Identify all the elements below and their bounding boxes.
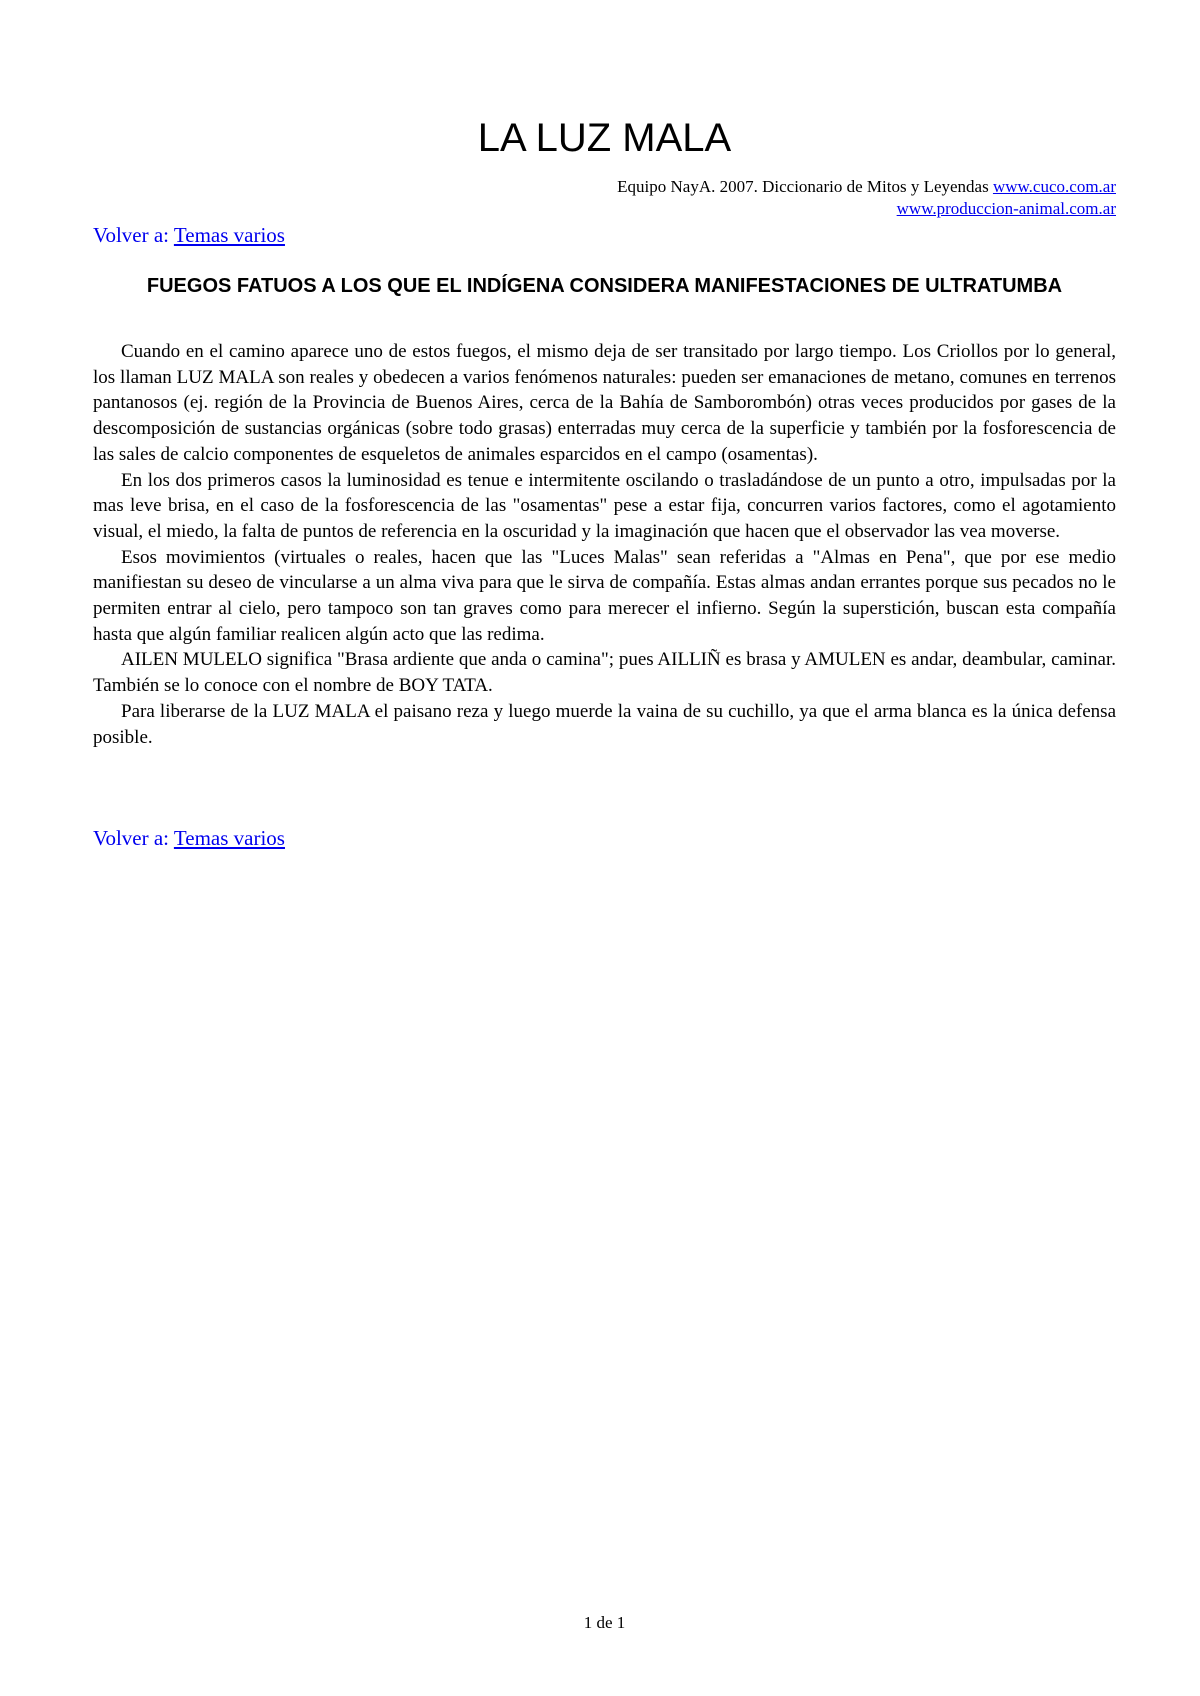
back-prefix: Volver a:	[93, 223, 174, 247]
paragraph: Para liberarse de la LUZ MALA el paisano reza y luego muerde la vaina de su cuchillo, ya que el arma blanca es la única defensa posible.	[93, 700, 1116, 748]
page-title: LA LUZ MALA	[477, 116, 732, 160]
paragraph: AILEN MULELO significa "Brasa ardiente que anda o camina"; pues AILLIÑ es brasa y AMULEN es andar, deambular, caminar. También se lo conoce con el nombre de BOY TATA.	[93, 649, 1116, 697]
paragraph: Esos movimientos (virtuales o reales, hacen que las "Luces Malas" sean referidas a "Almas en Pena", que por ese medio manifiestan su deseo de vincularse a un alma viva para que le sirva de compañía. Estas almas andan errantes porque sus pecados no le permiten entrar al cielo, pero tampoco son tan graves como para merecer el infierno. Según la superstición, buscan esta compañía hasta que algún familiar realicen algún acto que las redima.	[93, 546, 1116, 645]
citation-text: Equipo NayA. 2007. Diccionario de Mitos y Leyendas	[617, 177, 993, 196]
produccion-animal-link[interactable]: www.produccion-animal.com.ar	[896, 199, 1116, 218]
temas-varios-link-bottom[interactable]: Temas varios	[173, 826, 285, 850]
source-line-1	[617, 176, 1116, 198]
article-body	[93, 339, 1116, 750]
source-citation	[617, 176, 1116, 220]
section-subtitle: FUEGOS FATUOS A LOS QUE EL INDÍGENA CONSIDERA MANIFESTACIONES DE ULTRATUMBA	[146, 275, 1063, 297]
paragraph: En los dos primeros casos la luminosidad es tenue e intermitente oscilando o trasladándose de un punto a otro, impulsadas por la mas leve brisa, en el caso de la fosforescencia de las "osamentas" pese a estar fija, concurren varios factores, como el agotamiento visual, el miedo, la falta de puntos de referencia en la oscuridad y la imaginación que hacen que el observador las vea moverse.	[93, 469, 1116, 542]
source-line-2	[617, 198, 1116, 220]
cuco-link[interactable]: www.cuco.com.ar	[992, 177, 1116, 196]
paragraph: Cuando en el camino aparece uno de estos fuegos, el mismo deja de ser transitado por largo tiempo. Los Criollos por lo general, los llaman LUZ MALA son reales y obedecen a varios fenómenos naturales: pueden ser emanaciones de metano, comunes en terrenos pantanosos (ej. región de la Provincia de Buenos Aires, cerca de la Bahía de Samborombón) otras veces producidos por gases de la descomposición de sustancias orgánicas (sobre todo grasas) enterradas muy cerca de la superficie y también por la fosforescencia de las sales de calcio componentes de esqueletos de animales esparcidos en el campo (osamentas).	[93, 341, 1116, 465]
back-nav-bottom	[93, 825, 285, 851]
temas-varios-link-top[interactable]: Temas varios	[173, 223, 285, 247]
document-page	[93, 0, 1116, 1696]
back-prefix: Volver a:	[93, 826, 174, 850]
page-number: 1 de 1	[583, 1613, 626, 1632]
back-nav-top	[93, 222, 285, 248]
